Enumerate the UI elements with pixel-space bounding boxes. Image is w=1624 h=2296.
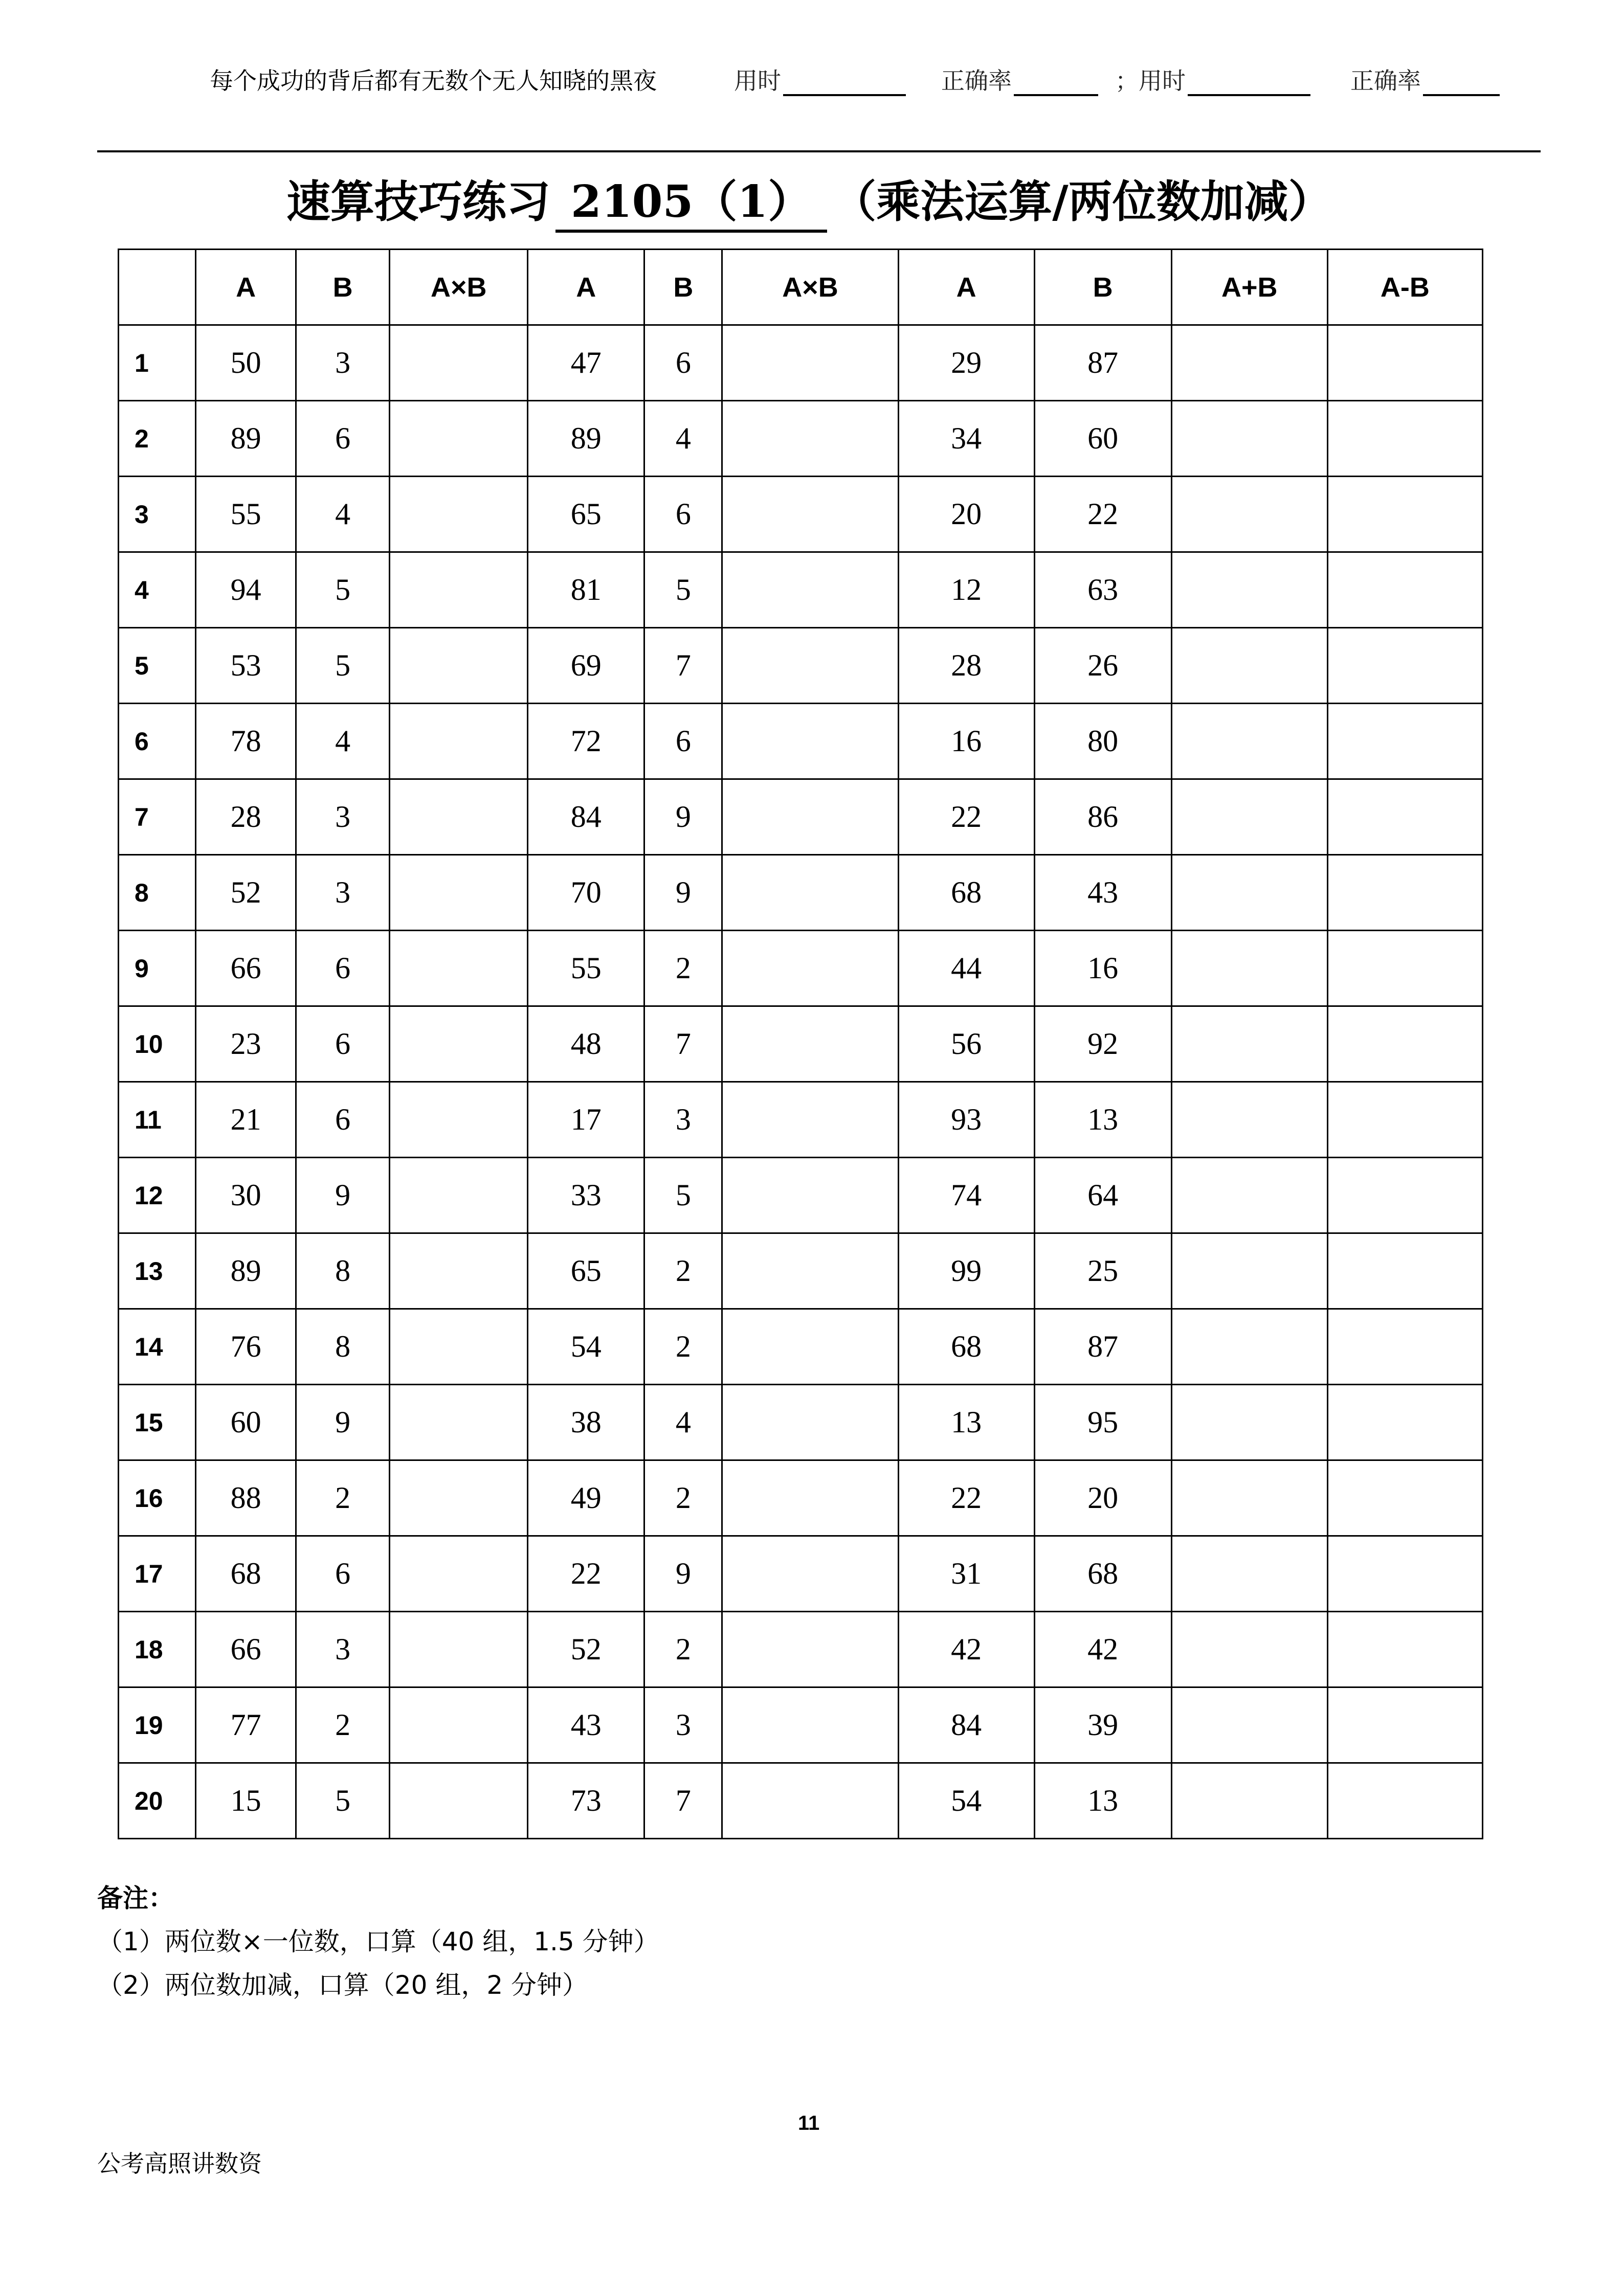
value-b: 7 <box>644 628 722 704</box>
product-answer-cell[interactable] <box>390 325 528 401</box>
value-a: 49 <box>528 1460 644 1536</box>
sum-answer-cell[interactable] <box>1171 1536 1327 1612</box>
value-a: 99 <box>898 1233 1034 1309</box>
product-answer-cell[interactable] <box>390 1006 528 1082</box>
value-a: 94 <box>196 552 296 628</box>
value-b: 2 <box>644 1309 722 1385</box>
product-answer-cell[interactable] <box>390 1082 528 1158</box>
difference-answer-cell[interactable] <box>1327 931 1482 1006</box>
value-a: 47 <box>528 325 644 401</box>
value-b: 64 <box>1034 1158 1171 1233</box>
table-row <box>119 1006 1483 1082</box>
note-line-1: （1）两位数×一位数，口算（40 组，1.5 分钟） <box>97 1927 659 1956</box>
value-a: 66 <box>196 931 296 1006</box>
difference-answer-cell[interactable] <box>1327 1612 1482 1687</box>
product-answer-cell[interactable] <box>722 1309 898 1385</box>
col-header-difference: A-B <box>1327 250 1482 325</box>
value-a: 93 <box>898 1082 1034 1158</box>
product-answer-cell[interactable] <box>390 704 528 779</box>
value-b: 8 <box>296 1309 390 1385</box>
value-a: 15 <box>196 1763 296 1839</box>
value-b: 22 <box>1034 477 1171 552</box>
header-motto: 每个成功的背后都有无数个无人知晓的黑夜 <box>210 67 657 95</box>
product-answer-cell[interactable] <box>390 1687 528 1763</box>
product-answer-cell[interactable] <box>722 1006 898 1082</box>
sum-answer-cell[interactable] <box>1171 1612 1327 1687</box>
value-a: 74 <box>898 1158 1034 1233</box>
footer-text: 公考高照讲数资 <box>97 2150 262 2177</box>
sum-answer-cell[interactable] <box>1171 855 1327 931</box>
value-a: 68 <box>898 855 1034 931</box>
row-number: 4 <box>119 552 196 628</box>
product-answer-cell[interactable] <box>722 477 898 552</box>
value-b: 9 <box>296 1158 390 1233</box>
difference-answer-cell[interactable] <box>1327 1763 1482 1839</box>
value-a: 53 <box>196 628 296 704</box>
product-answer-cell[interactable] <box>390 1612 528 1687</box>
value-a: 54 <box>898 1763 1034 1839</box>
value-a: 48 <box>528 1006 644 1082</box>
table-row <box>119 1763 1483 1839</box>
accuracy-field-2 <box>1350 62 1500 96</box>
product-answer-cell[interactable] <box>722 1612 898 1687</box>
value-a: 66 <box>196 1612 296 1687</box>
difference-answer-cell[interactable] <box>1327 628 1482 704</box>
row-number: 1 <box>119 325 196 401</box>
note-line-2: （2）两位数加减，口算（20 组，2 分钟） <box>97 1970 588 2000</box>
table-row <box>119 401 1483 477</box>
sum-answer-cell[interactable] <box>1171 1309 1327 1385</box>
value-a: 50 <box>196 325 296 401</box>
value-b: 8 <box>296 1233 390 1309</box>
sum-answer-cell[interactable] <box>1171 1763 1327 1839</box>
table-row <box>119 552 1483 628</box>
col-header-a: A <box>528 250 644 325</box>
value-b: 87 <box>1034 1309 1171 1385</box>
row-number: 20 <box>119 1763 196 1839</box>
notes-heading: 备注： <box>97 1883 174 1913</box>
time-blank-1[interactable] <box>783 93 906 96</box>
product-answer-cell[interactable] <box>722 704 898 779</box>
value-b: 3 <box>296 1612 390 1687</box>
table-row <box>119 1460 1483 1536</box>
value-a: 30 <box>196 1158 296 1233</box>
value-a: 68 <box>196 1536 296 1612</box>
value-a: 33 <box>528 1158 644 1233</box>
row-number: 18 <box>119 1612 196 1687</box>
value-b: 63 <box>1034 552 1171 628</box>
value-a: 88 <box>196 1460 296 1536</box>
value-b: 25 <box>1034 1233 1171 1309</box>
table-row <box>119 1082 1483 1158</box>
table-row <box>119 1687 1483 1763</box>
value-a: 34 <box>898 401 1034 477</box>
value-a: 20 <box>898 477 1034 552</box>
table-row <box>119 477 1483 552</box>
sum-answer-cell[interactable] <box>1171 552 1327 628</box>
time-label-2: ；用时 <box>1115 67 1186 95</box>
notes <box>97 1877 659 2007</box>
value-b: 6 <box>296 1006 390 1082</box>
product-answer-cell[interactable] <box>390 1309 528 1385</box>
product-answer-cell[interactable] <box>390 1536 528 1612</box>
value-b: 9 <box>644 779 722 855</box>
product-answer-cell[interactable] <box>390 401 528 477</box>
value-a: 78 <box>196 704 296 779</box>
value-b: 13 <box>1034 1082 1171 1158</box>
value-a: 81 <box>528 552 644 628</box>
value-b: 80 <box>1034 704 1171 779</box>
value-b: 95 <box>1034 1385 1171 1460</box>
row-number: 13 <box>119 1233 196 1309</box>
value-a: 69 <box>528 628 644 704</box>
value-a: 12 <box>898 552 1034 628</box>
difference-answer-cell[interactable] <box>1327 1385 1482 1460</box>
col-header-product: A×B <box>722 250 898 325</box>
difference-answer-cell[interactable] <box>1327 779 1482 855</box>
value-b: 2 <box>644 931 722 1006</box>
value-b: 13 <box>1034 1763 1171 1839</box>
value-a: 44 <box>898 931 1034 1006</box>
difference-answer-cell[interactable] <box>1327 704 1482 779</box>
value-b: 6 <box>296 1536 390 1612</box>
sum-answer-cell[interactable] <box>1171 779 1327 855</box>
row-number: 2 <box>119 401 196 477</box>
difference-answer-cell[interactable] <box>1327 1460 1482 1536</box>
sum-answer-cell[interactable] <box>1171 401 1327 477</box>
row-number: 10 <box>119 1006 196 1082</box>
difference-answer-cell[interactable] <box>1327 477 1482 552</box>
page-title <box>286 166 1332 228</box>
row-number: 3 <box>119 477 196 552</box>
value-a: 72 <box>528 704 644 779</box>
value-b: 43 <box>1034 855 1171 931</box>
product-answer-cell[interactable] <box>722 1082 898 1158</box>
value-b: 3 <box>644 1082 722 1158</box>
value-a: 68 <box>898 1309 1034 1385</box>
row-number: 7 <box>119 779 196 855</box>
value-b: 3 <box>296 855 390 931</box>
table-row <box>119 1309 1483 1385</box>
table-row <box>119 779 1483 855</box>
value-a: 52 <box>196 855 296 931</box>
sum-answer-cell[interactable] <box>1171 1158 1327 1233</box>
value-b: 16 <box>1034 931 1171 1006</box>
product-answer-cell[interactable] <box>722 552 898 628</box>
sum-answer-cell[interactable] <box>1171 628 1327 704</box>
value-b: 2 <box>296 1687 390 1763</box>
value-a: 13 <box>898 1385 1034 1460</box>
sum-answer-cell[interactable] <box>1171 931 1327 1006</box>
time-field-2 <box>1115 62 1310 96</box>
value-b: 39 <box>1034 1687 1171 1763</box>
product-answer-cell[interactable] <box>722 1385 898 1460</box>
value-a: 28 <box>898 628 1034 704</box>
product-answer-cell[interactable] <box>390 1233 528 1309</box>
header-row <box>119 250 1483 325</box>
difference-answer-cell[interactable] <box>1327 1309 1482 1385</box>
value-a: 73 <box>528 1763 644 1839</box>
value-b: 26 <box>1034 628 1171 704</box>
value-b: 5 <box>296 1763 390 1839</box>
product-answer-cell[interactable] <box>722 1158 898 1233</box>
table-row <box>119 1612 1483 1687</box>
exercise-table <box>118 249 1483 1839</box>
product-answer-cell[interactable] <box>722 931 898 1006</box>
difference-answer-cell[interactable] <box>1327 1233 1482 1309</box>
table-row <box>119 628 1483 704</box>
value-a: 43 <box>528 1687 644 1763</box>
value-a: 31 <box>898 1536 1034 1612</box>
value-a: 23 <box>196 1006 296 1082</box>
difference-answer-cell[interactable] <box>1327 1006 1482 1082</box>
value-a: 42 <box>898 1612 1034 1687</box>
value-b: 86 <box>1034 779 1171 855</box>
product-answer-cell[interactable] <box>390 779 528 855</box>
col-header-index <box>119 250 196 325</box>
col-header-a: A <box>898 250 1034 325</box>
value-a: 76 <box>196 1309 296 1385</box>
value-a: 89 <box>196 401 296 477</box>
value-b: 4 <box>296 477 390 552</box>
difference-answer-cell[interactable] <box>1327 401 1482 477</box>
value-b: 6 <box>644 325 722 401</box>
value-a: 84 <box>898 1687 1034 1763</box>
sum-answer-cell[interactable] <box>1171 477 1327 552</box>
value-a: 17 <box>528 1082 644 1158</box>
value-b: 42 <box>1034 1612 1171 1687</box>
value-b: 5 <box>644 1158 722 1233</box>
value-a: 55 <box>528 931 644 1006</box>
value-b: 6 <box>644 477 722 552</box>
product-answer-cell[interactable] <box>722 1763 898 1839</box>
value-b: 6 <box>296 931 390 1006</box>
table-row <box>119 1385 1483 1460</box>
col-header-b: B <box>644 250 722 325</box>
row-number: 9 <box>119 931 196 1006</box>
value-a: 89 <box>196 1233 296 1309</box>
table-row <box>119 1233 1483 1309</box>
table-row <box>119 325 1483 401</box>
table-row <box>119 931 1483 1006</box>
product-answer-cell[interactable] <box>722 855 898 931</box>
row-number: 17 <box>119 1536 196 1612</box>
difference-answer-cell[interactable] <box>1327 325 1482 401</box>
product-answer-cell[interactable] <box>390 1460 528 1536</box>
sum-answer-cell[interactable] <box>1171 1006 1327 1082</box>
table-row <box>119 855 1483 931</box>
sum-answer-cell[interactable] <box>1171 1233 1327 1309</box>
value-a: 22 <box>528 1536 644 1612</box>
difference-answer-cell[interactable] <box>1327 1158 1482 1233</box>
row-number: 12 <box>119 1158 196 1233</box>
difference-answer-cell[interactable] <box>1327 1536 1482 1612</box>
accuracy-blank-2[interactable] <box>1423 93 1500 96</box>
value-b: 4 <box>644 1385 722 1460</box>
row-number: 8 <box>119 855 196 931</box>
col-header-sum: A+B <box>1171 250 1327 325</box>
value-a: 65 <box>528 477 644 552</box>
col-header-b: B <box>296 250 390 325</box>
title-prefix: 速算技巧练习 <box>286 176 550 228</box>
value-a: 54 <box>528 1309 644 1385</box>
difference-answer-cell[interactable] <box>1327 552 1482 628</box>
value-a: 29 <box>898 325 1034 401</box>
value-b: 87 <box>1034 325 1171 401</box>
value-b: 9 <box>644 855 722 931</box>
value-b: 2 <box>644 1612 722 1687</box>
sum-answer-cell[interactable] <box>1171 1687 1327 1763</box>
value-b: 5 <box>296 552 390 628</box>
table-row <box>119 1158 1483 1233</box>
value-a: 60 <box>196 1385 296 1460</box>
page-number: 11 <box>798 2112 820 2134</box>
value-b: 6 <box>296 401 390 477</box>
col-header-b: B <box>1034 250 1171 325</box>
value-a: 89 <box>528 401 644 477</box>
accuracy-label-1: 正确率 <box>941 67 1012 95</box>
value-b: 6 <box>644 704 722 779</box>
value-a: 56 <box>898 1006 1034 1082</box>
accuracy-field-1 <box>941 62 1098 96</box>
value-b: 5 <box>644 552 722 628</box>
value-a: 55 <box>196 477 296 552</box>
product-answer-cell[interactable] <box>390 477 528 552</box>
row-number: 6 <box>119 704 196 779</box>
accuracy-label-2: 正确率 <box>1350 67 1421 95</box>
value-b: 2 <box>644 1233 722 1309</box>
sum-answer-cell[interactable] <box>1171 1082 1327 1158</box>
row-number: 19 <box>119 1687 196 1763</box>
row-number: 15 <box>119 1385 196 1460</box>
product-answer-cell[interactable] <box>722 779 898 855</box>
product-answer-cell[interactable] <box>390 855 528 931</box>
product-answer-cell[interactable] <box>722 1233 898 1309</box>
value-a: 77 <box>196 1687 296 1763</box>
value-a: 70 <box>528 855 644 931</box>
product-answer-cell[interactable] <box>390 628 528 704</box>
value-b: 3 <box>296 325 390 401</box>
difference-answer-cell[interactable] <box>1327 855 1482 931</box>
value-b: 3 <box>296 779 390 855</box>
time-blank-2[interactable] <box>1188 93 1310 96</box>
sum-answer-cell[interactable] <box>1171 1460 1327 1536</box>
value-b: 9 <box>296 1385 390 1460</box>
product-answer-cell[interactable] <box>722 1687 898 1763</box>
accuracy-blank-1[interactable] <box>1014 93 1098 96</box>
value-a: 22 <box>898 779 1034 855</box>
sum-answer-cell[interactable] <box>1171 704 1327 779</box>
value-b: 4 <box>296 704 390 779</box>
row-number: 14 <box>119 1309 196 1385</box>
value-b: 9 <box>644 1536 722 1612</box>
product-answer-cell[interactable] <box>722 1460 898 1536</box>
row-number: 5 <box>119 628 196 704</box>
table-row <box>119 704 1483 779</box>
value-a: 22 <box>898 1460 1034 1536</box>
product-answer-cell[interactable] <box>390 1158 528 1233</box>
difference-answer-cell[interactable] <box>1327 1687 1482 1763</box>
value-b: 60 <box>1034 401 1171 477</box>
row-number: 16 <box>119 1460 196 1536</box>
value-a: 52 <box>528 1612 644 1687</box>
value-b: 6 <box>296 1082 390 1158</box>
time-field-1 <box>734 62 906 96</box>
col-header-a: A <box>196 250 296 325</box>
sum-answer-cell[interactable] <box>1171 1385 1327 1460</box>
product-answer-cell[interactable] <box>390 931 528 1006</box>
time-label-1: 用时 <box>734 67 781 95</box>
value-b: 68 <box>1034 1536 1171 1612</box>
value-b: 5 <box>296 628 390 704</box>
col-header-product: A×B <box>390 250 528 325</box>
value-a: 16 <box>898 704 1034 779</box>
value-b: 20 <box>1034 1460 1171 1536</box>
value-a: 38 <box>528 1385 644 1460</box>
value-b: 3 <box>644 1687 722 1763</box>
value-b: 7 <box>644 1763 722 1839</box>
value-a: 84 <box>528 779 644 855</box>
product-answer-cell[interactable] <box>390 552 528 628</box>
table-body <box>119 325 1483 1839</box>
product-answer-cell[interactable] <box>722 628 898 704</box>
header-rule <box>97 150 1541 152</box>
value-b: 2 <box>296 1460 390 1536</box>
value-a: 28 <box>196 779 296 855</box>
value-b: 4 <box>644 401 722 477</box>
value-a: 21 <box>196 1082 296 1158</box>
row-number: 11 <box>119 1082 196 1158</box>
product-answer-cell[interactable] <box>390 1763 528 1839</box>
value-b: 92 <box>1034 1006 1171 1082</box>
product-answer-cell[interactable] <box>722 325 898 401</box>
value-a: 65 <box>528 1233 644 1309</box>
title-code: 2105（1） <box>555 166 827 233</box>
value-b: 7 <box>644 1006 722 1082</box>
value-b: 2 <box>644 1460 722 1536</box>
product-answer-cell[interactable] <box>722 1536 898 1612</box>
difference-answer-cell[interactable] <box>1327 1082 1482 1158</box>
table-row <box>119 1536 1483 1612</box>
title-suffix: （乘法运算/两位数加减） <box>832 176 1332 228</box>
product-answer-cell[interactable] <box>722 401 898 477</box>
sum-answer-cell[interactable] <box>1171 325 1327 401</box>
product-answer-cell[interactable] <box>390 1385 528 1460</box>
